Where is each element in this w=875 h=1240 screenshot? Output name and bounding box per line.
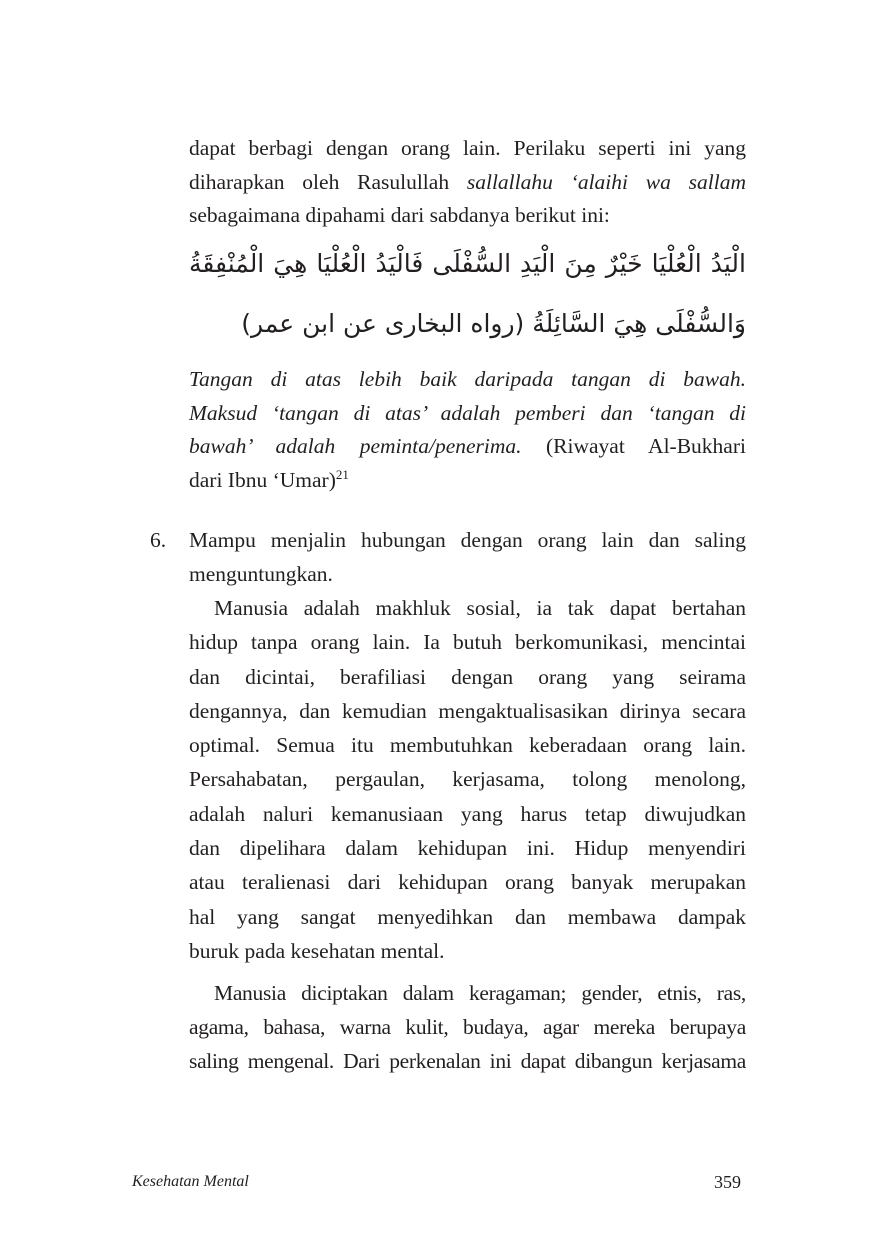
text-segment: bawah’ adalah peminta/penerima. <box>189 434 522 458</box>
text-segment: diharapkan oleh Rasulullah <box>189 169 467 194</box>
text-line <box>189 430 746 464</box>
text-line <box>189 199 746 233</box>
text-line <box>189 166 746 200</box>
text-line: Persahabatan, pergaulan, kerjasama, tolong menolong, <box>189 767 746 792</box>
arabic-line: وَالسُّفْلَى هِيَ السَّائِلَةُ (رواه البخارى عن ابن عمر) <box>241 309 746 338</box>
text-line <box>189 397 746 431</box>
citation: (Riwayat Al-Bukhari <box>521 434 746 458</box>
item6-heading <box>189 524 746 591</box>
intro-paragraph <box>189 132 746 233</box>
footnote-ref[interactable]: 21 <box>335 466 349 482</box>
text-line: optimal. Semua itu membutuhkan keberadaan orang lain. <box>189 733 746 758</box>
text-segment: dapat berbagi dengan orang lain. Perilaku seperti ini yang <box>189 136 746 160</box>
text-line: saling mengenal. Dari perkenalan ini dapat dibangun kerjasama <box>189 1049 746 1073</box>
arabic-line: الْيَدُ الْعُلْيَا خَيْرٌ مِنَ الْيَدِ السُّفْلَى فَالْيَدُ الْعُلْيَا هِيَ الْمُنْفِقَةُ <box>189 249 746 278</box>
hadith-arabic <box>189 234 746 354</box>
item6-paragraph-2 <box>189 976 746 1078</box>
text-line: adalah naluri kemanusiaan yang harus tetap diwujudkan <box>189 801 746 826</box>
running-footer-title: Kesehatan Mental <box>132 1173 249 1190</box>
text-line: agama, bahasa, warna kulit, budaya, agar mereka berupaya <box>189 1015 746 1039</box>
page-number: 359 <box>714 1172 741 1192</box>
text-line: Mampu menjalin hubungan dengan orang lain dan saling <box>189 528 746 552</box>
text-line: Manusia adalah makhluk sosial, ia tak dapat bertahan <box>214 596 746 620</box>
text-line <box>189 132 746 166</box>
list-number: 6. <box>150 528 167 552</box>
honorific: sallallahu ‘alaihi wa sallam <box>466 169 746 194</box>
text-line: hidup tanpa orang lain. Ia butuh berkomunikasi, mencintai <box>189 630 746 655</box>
text-line: dan dipelihara dalam kehidupan ini. Hidup menyendiri <box>189 836 746 861</box>
text-line: dan dicintai, berafiliasi dengan orang yang seirama <box>189 664 746 689</box>
text-segment: sebagaimana dipahami dari sabdanya berikut ini: <box>189 203 610 227</box>
text-line: Manusia diciptakan dalam keragaman; gender, etnis, ras, <box>214 981 746 1005</box>
text-segment: Tangan di atas lebih baik daripada tangan di bawah. <box>189 367 746 391</box>
text-line: hal yang sangat menyedihkan dan membawa dampak <box>189 904 746 929</box>
text-line: menguntungkan. <box>189 561 333 586</box>
citation: dari Ibnu ‘Umar) <box>189 467 336 492</box>
text-segment: Maksud ‘tangan di atas’ adalah pemberi dan ‘tangan di <box>189 400 746 425</box>
hadith-translation <box>189 363 746 497</box>
text-line <box>189 464 746 498</box>
text-line: buruk pada kesehatan mental. <box>189 938 445 963</box>
text-line: atau teralienasi dari kehidupan orang banyak merupakan <box>189 870 746 895</box>
text-line <box>189 363 746 397</box>
text-line: dengannya, dan kemudian mengaktualisasikan dirinya secara <box>189 698 746 723</box>
item6-paragraph-1 <box>189 591 746 968</box>
